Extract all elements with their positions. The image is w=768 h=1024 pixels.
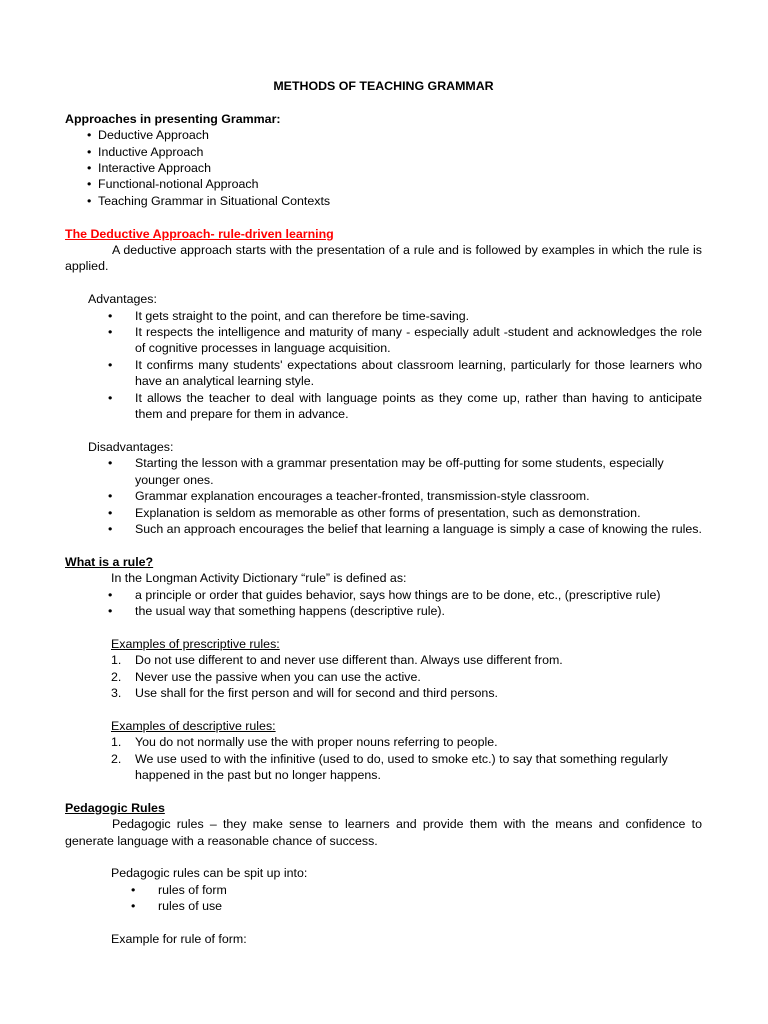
list-item: • a principle or order that guides behavior, says how things are to be done, etc., (prescriptive rule) xyxy=(108,587,661,602)
list-item: • Deductive Approach xyxy=(87,128,209,143)
prescriptive-label: Examples of prescriptive rules: xyxy=(111,636,280,651)
list-item: • Starting the lesson with a grammar presentation may be off-putting for some students, especially younger ones. xyxy=(108,456,664,487)
approaches-heading: Approaches in presenting Grammar: xyxy=(65,111,281,126)
deductive-heading: The Deductive Approach- rule-driven learning xyxy=(65,226,334,241)
list-item: 1. Do not use different to and never use different than. Always use different from. xyxy=(111,653,563,668)
descriptive-label: Examples of descriptive rules: xyxy=(111,718,276,733)
disadvantages-list xyxy=(65,455,702,537)
advantages-list xyxy=(65,308,702,423)
list-item: • the usual way that something happens (descriptive rule). xyxy=(108,603,445,618)
list-item: • Interactive Approach xyxy=(87,161,211,176)
list-item: 2. Never use the passive when you can use the active. xyxy=(111,669,421,684)
list-item: 2. We use used to with the infinitive (used to do, used to smoke etc.) to say that something regularly happened in the past but no longer happens. xyxy=(111,751,668,782)
list-item: • It respects the intelligence and maturity of many - especially adult -student and acknowledges the role of cognitive processes in language acquisition. xyxy=(108,325,702,356)
rule-definitions xyxy=(65,587,702,620)
advantages-label: Advantages: xyxy=(88,292,157,307)
list-item: • It allows the teacher to deal with language points as they come up, rather than having to anticipate them and prepare for them in advance. xyxy=(108,390,702,422)
disadvantages-label: Disadvantages: xyxy=(88,439,174,454)
descriptive-list xyxy=(65,734,702,783)
list-item: • rules of form xyxy=(131,882,227,897)
rule-intro: In the Longman Activity Dictionary “rule” is defined as: xyxy=(111,571,407,586)
list-item: • rules of use xyxy=(131,899,223,914)
pedagogic-intro: Pedagogic rules – they make sense to learners and provide them with the means and confidence to generate language with a reasonable chance of success. xyxy=(65,817,702,848)
pedagogic-kinds xyxy=(65,882,702,915)
list-item: • Functional-notional Approach xyxy=(87,177,259,192)
rule-of-form-label: Example for rule of form: xyxy=(111,931,247,946)
list-item: 1. You do not normally use the with proper nouns referring to people. xyxy=(111,735,498,750)
pedagogic-heading: Pedagogic Rules xyxy=(65,800,165,815)
document-body xyxy=(65,78,702,947)
pedagogic-split-label: Pedagogic rules can be spit up into: xyxy=(111,866,308,881)
list-item: • Inductive Approach xyxy=(87,144,204,159)
approaches-list xyxy=(65,127,702,209)
list-item: • It confirms many students' expectations about classroom learning, particularly for those learners who have an analytical learning style. xyxy=(108,357,702,389)
rule-heading: What is a rule? xyxy=(65,554,154,569)
list-item: • Such an approach encourages the belief that learning a language is simply a case of knowing the rules. xyxy=(108,521,702,536)
list-item: • Explanation is seldom as memorable as other forms of presentation, such as demonstration. xyxy=(108,505,641,520)
prescriptive-list xyxy=(65,652,702,701)
list-item: • Grammar explanation encourages a teacher-fronted, transmission-style classroom. xyxy=(108,489,590,504)
list-item: 3. Use shall for the first person and will for second and third persons. xyxy=(111,685,498,700)
page-title: METHODS OF TEACHING GRAMMAR xyxy=(273,79,494,93)
list-item: • It gets straight to the point, and can therefore be time-saving. xyxy=(108,308,470,323)
list-item: • Teaching Grammar in Situational Contexts xyxy=(87,193,331,208)
deductive-intro: A deductive approach starts with the presentation of a rule and is followed by examples in which the rule is applied. xyxy=(65,243,702,274)
